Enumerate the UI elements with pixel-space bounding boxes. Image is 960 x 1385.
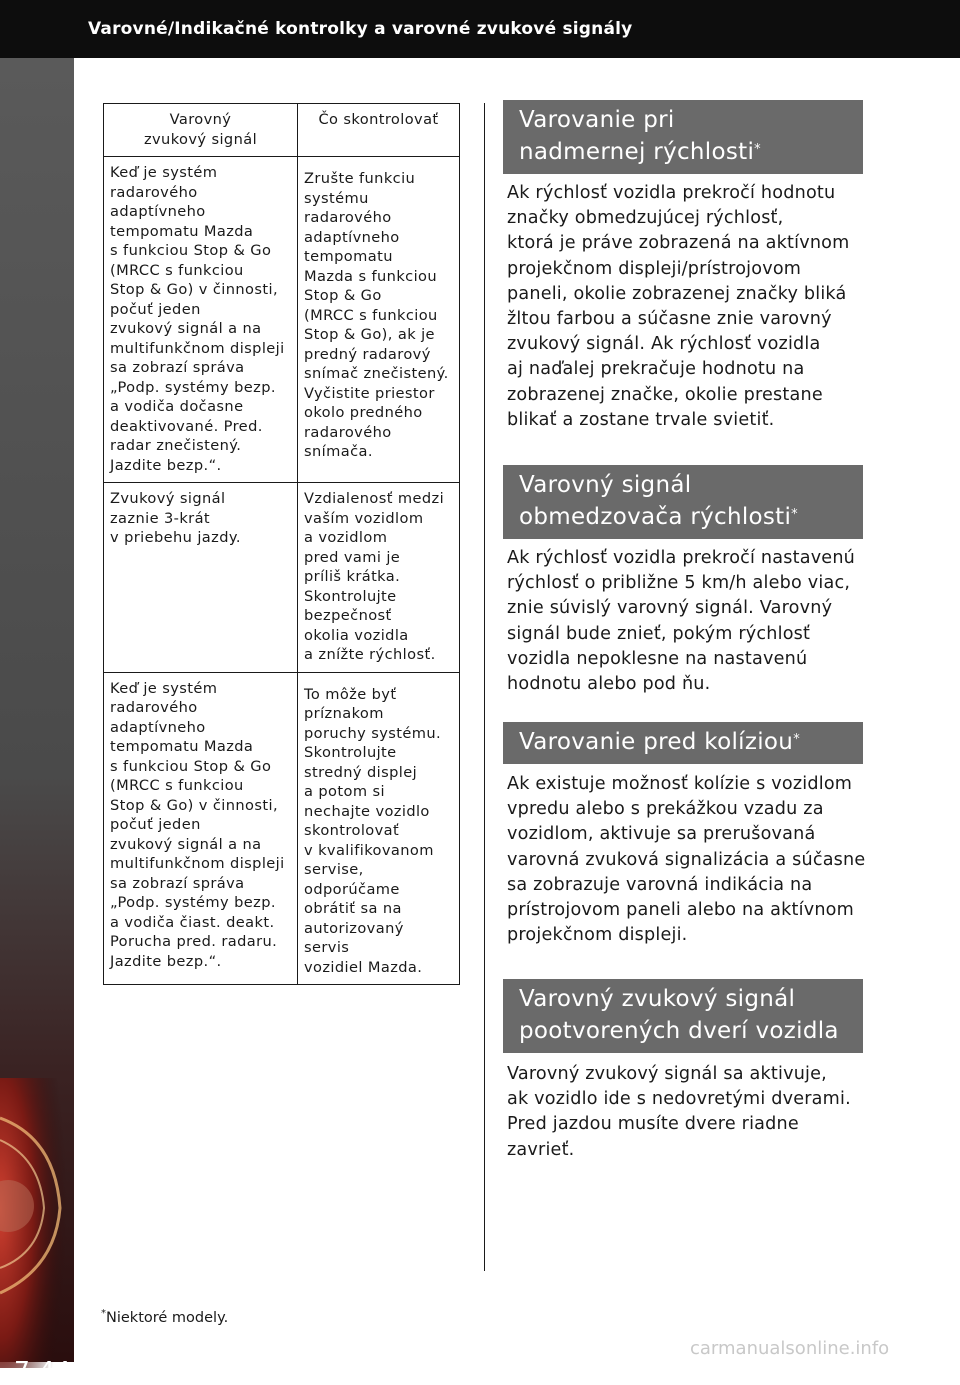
- section-heading: [503, 465, 863, 539]
- page-header-title: Varovné/Indikačné kontrolky a varovné zvukové signály: [88, 19, 633, 39]
- footnote-text: Niektoré modely.: [106, 1309, 229, 1326]
- table-row: [104, 483, 460, 673]
- footnote-marker: *: [101, 1308, 106, 1319]
- table-row: [104, 672, 460, 985]
- cell-text: Zrušte funkciu systému radarového adaptívneho tempomatu Mazda s funkciou Stop & Go (MRCC s funkciou Stop & Go), ak je predný radarový snímač znečistený. Vyčistite priestor okolo predného radarového snímača.: [304, 170, 449, 460]
- cell-text: Keď je systém radarového adaptívneho tempomatu Mazda s funkciou Stop & Go (MRCC s funkciou Stop & Go) v činnosti, počuť jeden zvukový signál a na multifunkčnom displeji sa zobrazí správa „Podp. systémy bezp. a vodiča dočasne deaktivované. Pred. radar znečistený. Jazdite bezp.“.: [110, 164, 285, 474]
- section-body: Ak existuje možnosť kolízie s vozidlom vpredu alebo s prekážkou vzadu za vozidlom, aktivuje sa prerušovaná varovná zvuková signalizácia a súčasne sa zobrazuje varovná indikácia na prístrojovom paneli alebo na aktívnom projekčnom displeji.: [507, 774, 866, 946]
- column-header-signal: [104, 104, 298, 157]
- footnote-marker: *: [793, 732, 800, 747]
- section-body: Varovný zvukový signál sa aktivuje, ak vozidlo ide s nedovretými dverami. Pred jazdou musíte dvere riadne zavrieť.: [507, 1064, 851, 1160]
- cell-text: Keď je systém radarového adaptívneho tempomatu Mazda s funkciou Stop & Go (MRCC s funkciou Stop & Go) v činnosti, počuť jeden zvukový signál a na multifunkčnom displeji sa zobrazí správa „Podp. systémy bezp. a vodiča čiast. deakt. Porucha pred. radaru. Jazdite bezp.“.: [110, 679, 285, 970]
- table-cell-signal: [104, 483, 298, 673]
- table-cell-check: [298, 157, 460, 483]
- table-cell-check: [298, 483, 460, 673]
- cell-text: To môže byť príznakom poruchy systému. Skontrolujte stredný displej a potom si nechajte vozidlo skontrolovať v kvalifikovanom servise, odporúčame obrátiť sa na autorizovaný servis vozidiel Mazda.: [304, 685, 442, 976]
- cell-text: Zvukový signál zaznie 3-krát v priebehu jazdy.: [110, 490, 241, 546]
- column-header-check-label: Čo skontrolovať: [318, 111, 439, 128]
- table-row: [104, 157, 460, 483]
- section-heading: [503, 722, 863, 764]
- column-header-signal-label: Varovný zvukový signál: [143, 111, 258, 148]
- car-headlight-image: [0, 1078, 74, 1368]
- section-heading: [503, 979, 863, 1053]
- section-heading-text: Varovanie pri nadmernej rýchlosti: [519, 107, 755, 165]
- section-heading: [503, 100, 863, 174]
- section-heading-text: Varovný signál obmedzovača rýchlosti: [519, 472, 792, 530]
- section-body: Ak rýchlosť vozidla prekročí nastavenú rýchlosť o približne 5 km/h alebo viac, znie súvislý varovný signál. Varovný signál bude znieť, pokým rýchlosť vozidla nepoklesne na nastavenú hodnotu alebo pod ňu.: [507, 548, 856, 695]
- page-number: 7-44: [14, 1356, 71, 1385]
- section-heading-text: Varovný zvukový signál pootvorených dverí vozidla: [519, 986, 839, 1044]
- footnote: [101, 1308, 228, 1326]
- page-sidebar: [0, 58, 74, 1385]
- cell-text: Vzdialenosť medzi vaším vozidlom a vozidlom pred vami je príliš krátka. Skontrolujte bezpečnosť okolia vozidla a znížte rýchlosť.: [304, 490, 445, 663]
- page-header: [0, 0, 960, 58]
- section-heading-text: Varovanie pred kolíziou: [519, 729, 794, 755]
- table-cell-signal: [104, 672, 298, 985]
- table-cell-signal: [104, 157, 298, 483]
- column-header-check: [298, 104, 460, 157]
- column-divider: [484, 103, 485, 1271]
- footnote-marker: *: [791, 507, 798, 522]
- warning-table: [103, 103, 460, 985]
- watermark: carmanualsonline.info: [690, 1338, 890, 1359]
- table-header-row: [104, 104, 460, 157]
- section-body: Ak rýchlosť vozidla prekročí hodnotu značky obmedzujúcej rýchlosť, ktorá je práve zobrazená na aktívnom projekčnom displeji/prístrojovom paneli, okolie zobrazenej značky bliká žltou farbou a súčasne znie varovný zvukový signál. Ak rýchlosť vozidla aj naďalej prekračuje hodnotu na zobrazenej značke, okolie prestane blikať a zostane trvale svietiť.: [507, 183, 850, 430]
- footnote-marker: *: [754, 142, 761, 157]
- table-cell-check: [298, 672, 460, 985]
